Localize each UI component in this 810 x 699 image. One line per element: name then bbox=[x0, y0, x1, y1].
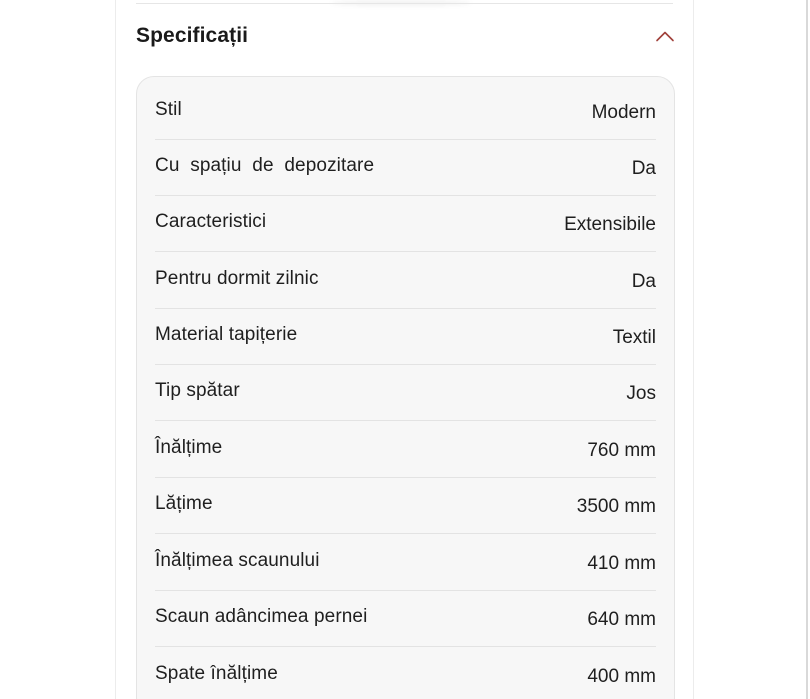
spec-row-latime bbox=[155, 477, 656, 533]
spec-label: Înălțime bbox=[155, 436, 223, 458]
spec-row-depozitare bbox=[155, 139, 656, 195]
spec-label: Spate înălțime bbox=[155, 662, 278, 684]
spec-label: Lățime bbox=[155, 492, 213, 514]
spec-value: Modern bbox=[591, 101, 656, 123]
chevron-up-icon[interactable] bbox=[655, 26, 675, 46]
spec-label: Cu spațiu de depozitare bbox=[155, 154, 375, 176]
spec-value: Jos bbox=[626, 382, 656, 404]
spec-row-spate-inaltime bbox=[155, 647, 656, 699]
spec-value: Da bbox=[631, 157, 656, 179]
spec-row-stil bbox=[155, 83, 656, 139]
spec-row-material bbox=[155, 308, 656, 364]
spec-value: Extensibile bbox=[564, 213, 656, 235]
spec-row-inaltime-scaun bbox=[155, 534, 656, 590]
spec-label: Pentru dormit zilnic bbox=[155, 267, 319, 289]
specifications-table bbox=[136, 76, 675, 699]
spec-label: Tip spătar bbox=[155, 379, 240, 401]
specifications-card bbox=[115, 0, 694, 699]
spec-label: Caracteristici bbox=[155, 210, 267, 232]
scrollbar-edge bbox=[806, 0, 808, 699]
spec-row-inaltime bbox=[155, 421, 656, 477]
spec-row-adancime-perna bbox=[155, 590, 656, 646]
section-title: Specificații bbox=[136, 24, 249, 47]
spec-row-dormit-zilnic bbox=[155, 252, 656, 308]
spec-value: 3500 mm bbox=[576, 495, 656, 517]
spec-label: Înălțimea scaunului bbox=[155, 549, 320, 571]
spec-row-caracteristici bbox=[155, 195, 656, 251]
spec-value: Da bbox=[631, 270, 656, 292]
specifications-accordion-header[interactable] bbox=[136, 14, 676, 58]
spec-value: 410 mm bbox=[587, 552, 656, 574]
spec-value: 640 mm bbox=[587, 608, 656, 630]
top-divider bbox=[136, 3, 673, 4]
spec-label: Scaun adâncimea pernei bbox=[155, 605, 368, 627]
spec-value: Textil bbox=[612, 326, 656, 348]
spec-row-spatar bbox=[155, 364, 656, 420]
spec-value: 400 mm bbox=[587, 665, 656, 687]
spec-label: Material tapițerie bbox=[155, 323, 298, 345]
spec-value: 760 mm bbox=[587, 439, 656, 461]
spec-label: Stil bbox=[155, 98, 182, 120]
